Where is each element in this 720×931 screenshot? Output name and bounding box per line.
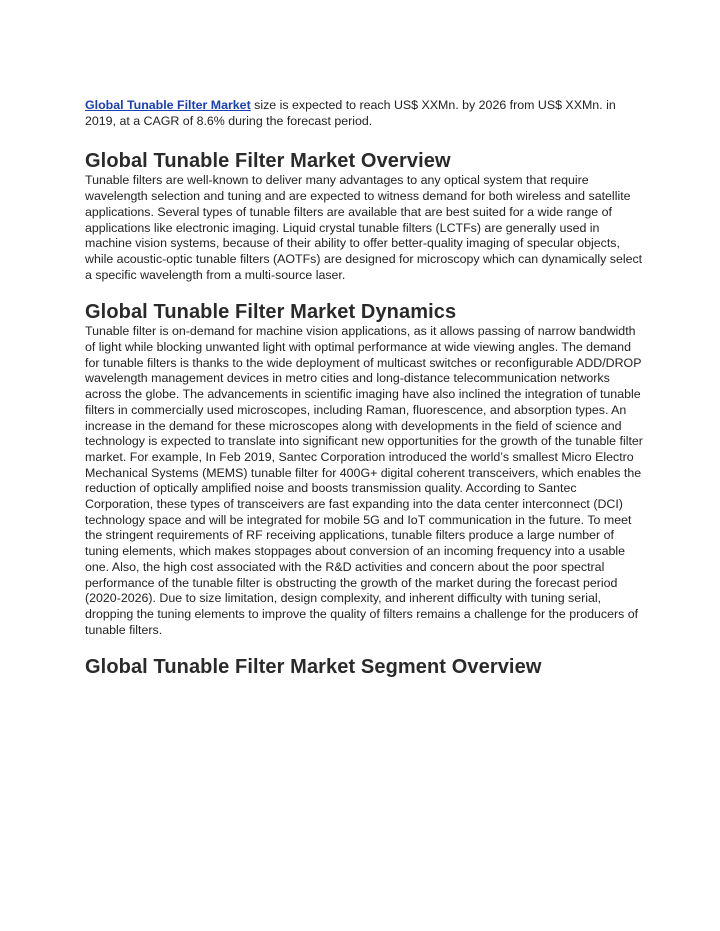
document-page: [85, 98, 645, 679]
dynamics-heading: Global Tunable Filter Market Dynamics: [85, 301, 457, 324]
segment-overview-heading: Global Tunable Filter Market Segment Overview: [85, 656, 542, 679]
market-report-link[interactable]: Global Tunable Filter Market: [85, 98, 251, 112]
overview-body: Tunable filters are well-known to deliver many advantages to any optical system that require wavelength selection and tuning and are expected to witness demand for both wireless and satellite applications. Several types of tunable filters are available that are best suited for a wide range of applications like electronic imaging. Liquid crystal tunable filters (LCTFs) are generally used in machine vision systems, because of their ability to offer better-quality imaging of specular objects, while acoustic-optic tunable filters (AOTFs) are designed for microscopy which can dynamically select a specific wavelength from a multi-source laser.: [85, 173, 643, 282]
dynamics-body: Tunable filter is on-demand for machine vision applications, as it allows passing of narrow bandwidth of light while blocking unwanted light with optimal performance at wide viewing angles. The demand for tunable filters is thanks to the wide deployment of multicast switches or reconfigurable ADD/DROP wavelength management devices in metro cities and long-distance telecommunication networks across the globe. The advancements in scientific imaging have also inclined the integration of tunable filters in commercially used microscopes, including Raman, fluorescence, and absorption types. An increase in the demand for these microscopes along with developments in the field of science and technology is expected to translate into significant new opportunities for the growth of the tunable filter market. For example, In Feb 2019, Santec Corporation introduced the world’s smallest Micro Electro Mechanical Systems (MEMS) tunable filter for 400G+ digital coherent transceivers, which enables the reduction of optically amplified noise and boosts transmission quality. According to Santec Corporation, these types of transceivers are fast expanding into the data center interconnect (DCI) technology space and will be integrated for mobile 5G and IoT communication in the future. To meet the stringent requirements of RF receiving applications, tunable filters produce a large number of tuning elements, which makes stoppages about conversion of an incoming frequency into a usable one. Also, the high cost associated with the R&D activities and concern about the poor spectral performance of the tunable filter is obstructing the growth of the market during the forecast period (2020-2026). Due to size limitation, design complexity, and inherent difficulty with tuning serial, dropping the tuning elements to improve the quality of filters remains a challenge for the producers of tunable filters.: [85, 324, 643, 637]
intro-paragraph: [85, 98, 645, 129]
overview-heading: Global Tunable Filter Market Overview: [85, 150, 451, 173]
intro-text: size is expected to reach US$ XXMn. by 2026 from US$ XXMn. in 2019, at a CAGR of 8.6% during the forecast period.: [85, 98, 616, 128]
